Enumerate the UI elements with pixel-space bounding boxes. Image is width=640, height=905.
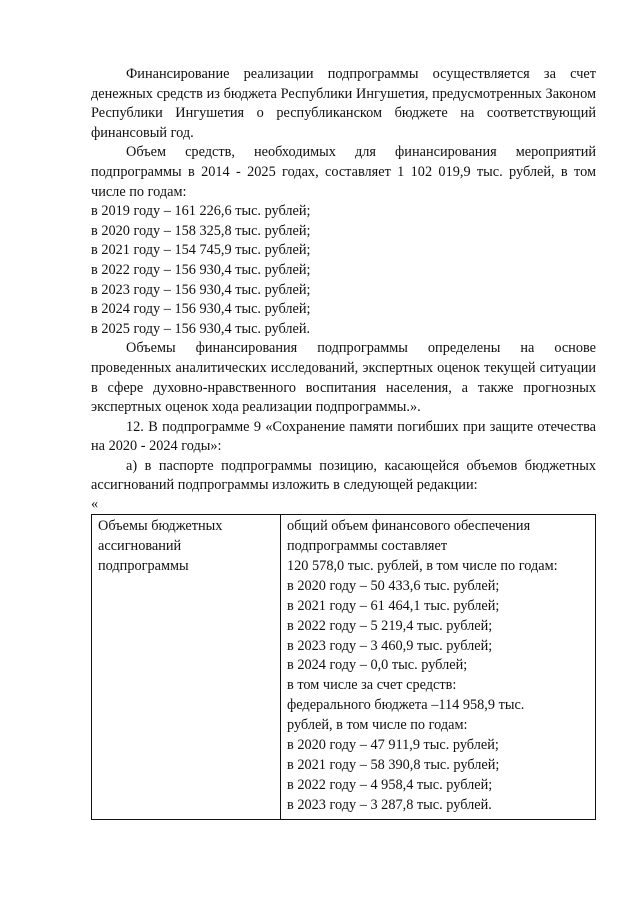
year-line: в 2021 году – 154 745,9 тыс. рублей; — [91, 242, 311, 259]
cell-line: 120 578,0 тыс. рублей, в том числе по годам: — [287, 557, 558, 574]
cell-line: общий объем финансового обеспечения — [287, 518, 531, 535]
cell-line: в 2021 году – 58 390,8 тыс. рублей; — [287, 756, 500, 773]
cell-line: рублей, в том числе по годам: — [287, 717, 468, 734]
paragraph-financing-basis: Объемы финансирования подпрограммы определены на основе проведенных аналитических исследований, экспертных оценок текущей ситуации в сфере духовно-нравственного воспитания населения, а также прогнозных экспертных оценок хода реализации подпрограммы.». — [91, 340, 596, 416]
opening-quote: « — [91, 496, 99, 513]
cell-line: в 2023 году – 3 287,8 тыс. рублей. — [287, 796, 492, 813]
year-line: в 2022 году – 156 930,4 тыс. рублей; — [91, 261, 311, 278]
cell-line: в 2023 году – 3 460,9 тыс. рублей; — [287, 637, 493, 654]
cell-line: в 2020 году – 47 911,9 тыс. рублей; — [287, 737, 499, 754]
year-line: в 2024 году – 156 930,4 тыс. рублей; — [91, 301, 311, 318]
cell-line: подпрограммы составляет — [287, 537, 448, 554]
year-line: в 2019 году – 161 226,6 тыс. рублей; — [91, 203, 311, 220]
cell-line: Объемы бюджетных — [98, 518, 223, 535]
cell-line: в 2024 году – 0,0 тыс. рублей; — [287, 657, 468, 674]
cell-line: подпрограммы — [98, 557, 189, 574]
paragraph-item-12: 12. В подпрограмме 9 «Сохранение памяти погибших при защите отечества на 2020 - 2024 годы»: — [91, 418, 596, 455]
cell-line: ассигнований — [98, 537, 182, 554]
cell-line: в 2021 году – 61 464,1 тыс. рублей; — [287, 597, 500, 614]
year-line: в 2025 году – 156 930,4 тыс. рублей. — [91, 320, 311, 337]
years-list — [91, 202, 596, 339]
budget-allocations-table — [91, 514, 596, 820]
cell-line: в 2022 году – 5 219,4 тыс. рублей; — [287, 617, 493, 634]
paragraph-financing-source: Финансирование реализации подпрограммы осуществляется за счет денежных средств из бюджета Республики Ингушетия, предусмотренных Законом Республики Ингушетия о республиканском бюджете на соответствующий финансовый год. — [91, 66, 596, 141]
table-row — [92, 515, 596, 820]
cell-line: в том числе за счет средств: — [287, 677, 457, 694]
cell-line: в 2022 году – 4 958,4 тыс. рублей; — [287, 776, 493, 793]
document-body — [91, 65, 596, 820]
table-cell-value — [281, 515, 596, 820]
table-cell-label — [92, 515, 281, 820]
paragraph-item-a: а) в паспорте подпрограммы позицию, касающейся объемов бюджетных ассигнований подпрограммы изложить в следующей редакции: — [91, 457, 596, 494]
year-line: в 2023 году – 156 930,4 тыс. рублей; — [91, 281, 311, 298]
cell-line: в 2020 году – 50 433,6 тыс. рублей; — [287, 577, 500, 594]
paragraph-total-volume: Объем средств, необходимых для финансирования мероприятий подпрограммы в 2014 - 2025 годах, составляет 1 102 019,9 тыс. рублей, в том числе по годам: — [91, 144, 596, 200]
year-line: в 2020 году – 158 325,8 тыс. рублей; — [91, 222, 311, 239]
cell-line: федерального бюджета –114 958,9 тыс. — [287, 697, 525, 714]
